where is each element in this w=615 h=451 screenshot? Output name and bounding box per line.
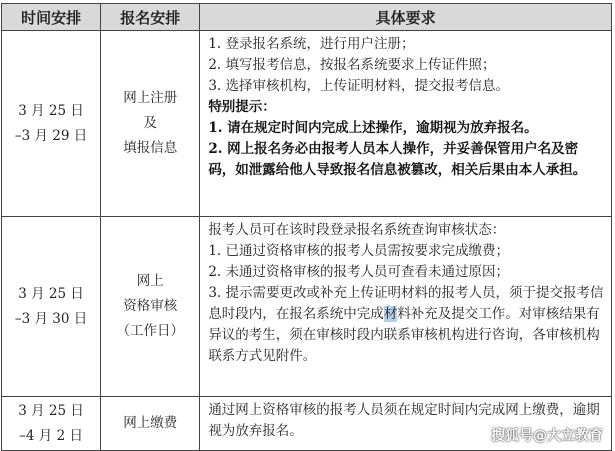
text-selection-highlight: 材 (383, 306, 398, 322)
requirement-line: 3. 提示需要更改或补充上传证明材料的报考人员，须于提交报考信息时段内，在报名系统中完成材料补充及提交工作。对审核结果有异议的考生，须在审核时段内联系审核机构进行咨询，各审核机构联系方式见附件。 (208, 285, 604, 364)
special-note: 2. 网上报名务必由报考人员本人操作，并妥善保管用户名及密码，如泄露给他人导致报名信息被篡改，相关后果由本人承担。 (208, 141, 587, 178)
watermark: 搜狐号@大立教育 (491, 428, 603, 444)
stage-cell: 网上注册 及 填报信息 (101, 31, 200, 217)
special-note-title: 特别提示： (208, 99, 276, 115)
requirements-cell (200, 31, 612, 217)
header-requirements: 具体要求 (200, 4, 612, 31)
requirement-intro: 报考人员可在该时段登录报名系统查询审核状态： (208, 222, 506, 238)
time-cell: 3 月 25 日 –3 月 30 日 (2, 217, 101, 397)
stage-cell: 网上缴费 (101, 397, 200, 451)
requirement-line: 1. 登录报名系统，进行用户注册； (208, 36, 415, 52)
requirements-cell (200, 217, 612, 397)
table-row (2, 31, 612, 217)
requirement-line: 1. 已通过资格审核的报考人员需按要求完成缴费； (208, 243, 509, 259)
stage-cell: 网上 资格审核 （工作日） (101, 217, 200, 397)
special-note: 1. 请在规定时间内完成上述操作，逾期视为放弃报名。 (208, 120, 538, 136)
table-row (2, 217, 612, 397)
time-cell: 3 月 25 日 –4 月 2 日 (2, 397, 101, 451)
time-cell: 3 月 25 日 –3 月 29 日 (2, 31, 101, 217)
header-stage: 报名安排 (101, 4, 200, 31)
requirement-line: 3. 选择审核机构，上传证明材料，提交报考信息。 (208, 78, 509, 94)
requirement-line: 2. 填写报考信息，按报名系统要求上传证件照； (208, 57, 496, 73)
requirement-line: 2. 未通过资格审核的报考人员可查看未通过原因； (208, 264, 509, 280)
schedule-table (1, 3, 612, 451)
header-time: 时间安排 (2, 4, 101, 31)
table-header-row (2, 4, 612, 31)
requirement-line: 通过网上资格审核的报考人员须在规定时间内完成网上缴费，逾期视为放弃报名。 (208, 402, 600, 439)
